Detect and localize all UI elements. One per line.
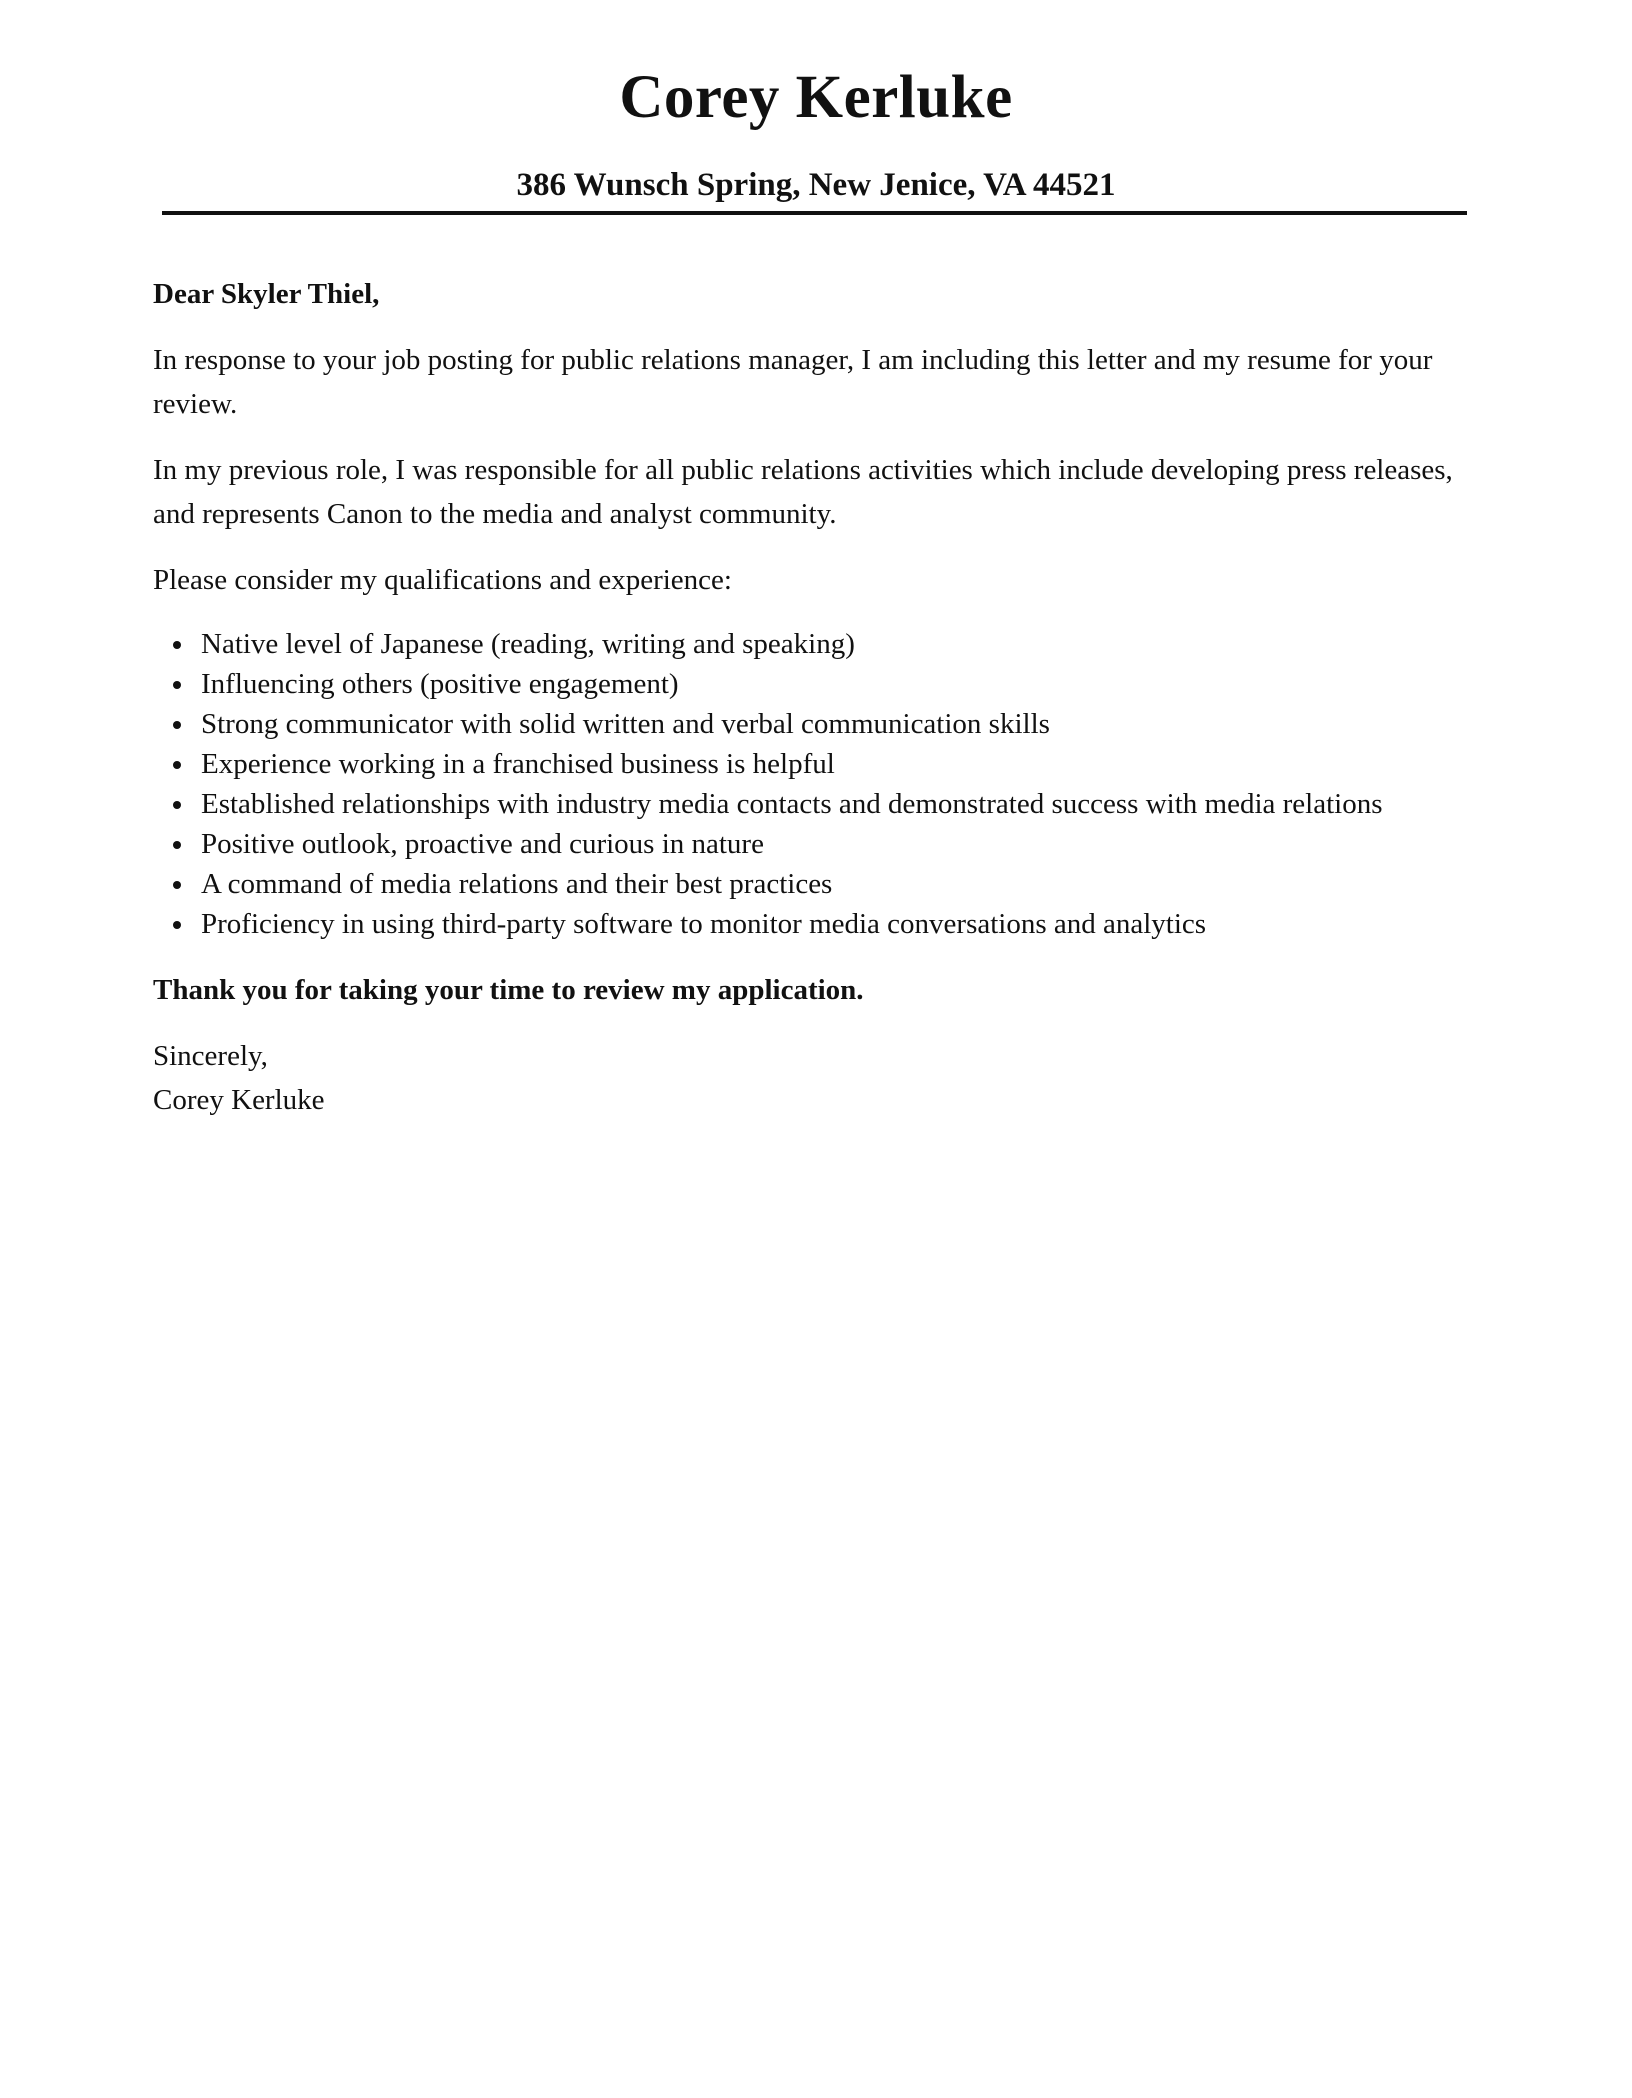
list-item-text: Proficiency in using third-party software to monitor media conversations and analytics: [201, 908, 1207, 940]
bullet-icon: [173, 721, 181, 729]
list-item: [153, 864, 1483, 904]
list-item-text: Experience working in a franchised business is helpful: [201, 748, 835, 780]
salutation: Dear Skyler Thiel,: [153, 278, 380, 310]
list-item: [153, 824, 1483, 864]
list-item: [153, 624, 1483, 664]
applicant-name: Corey Kerluke: [619, 64, 1013, 131]
bullet-icon: [173, 841, 181, 849]
bullet-icon: [173, 801, 181, 809]
list-item: [153, 904, 1483, 944]
letter-body: [153, 272, 1483, 1122]
closing: Sincerely,: [153, 1040, 268, 1072]
thank-you-line: Thank you for taking your time to review my application.: [153, 974, 864, 1006]
list-item: [153, 744, 1483, 784]
list-item-text: Established relationships with industry media contacts and demonstrated success with media relations: [201, 788, 1383, 820]
bullet-icon: [173, 881, 181, 889]
list-item-text: Native level of Japanese (reading, writing and speaking): [201, 628, 855, 660]
bullet-icon: [173, 921, 181, 929]
bullet-icon: [173, 761, 181, 769]
header-divider: [162, 211, 1467, 215]
list-item-text: A command of media relations and their best practices: [201, 868, 833, 900]
list-item: [153, 704, 1483, 744]
paragraph-previous-role: In my previous role, I was responsible for all public relations activities which include developing press releases, and represents Canon to the media and analyst community.: [153, 454, 1453, 530]
applicant-address: 386 Wunsch Spring, New Jenice, VA 44521: [516, 167, 1116, 203]
signature-name: Corey Kerluke: [153, 1084, 325, 1116]
qualifications-list: [153, 624, 1483, 944]
list-item-text: Positive outlook, proactive and curious in nature: [201, 828, 764, 860]
list-item-text: Strong communicator with solid written and verbal communication skills: [201, 708, 1050, 740]
list-item-text: Influencing others (positive engagement): [201, 668, 679, 700]
paragraph-intro: In response to your job posting for public relations manager, I am including this letter and my resume for your review.: [153, 344, 1433, 420]
bullet-icon: [173, 641, 181, 649]
bullet-icon: [173, 681, 181, 689]
qualifications-intro: Please consider my qualifications and experience:: [153, 564, 732, 596]
list-item: [153, 784, 1483, 824]
list-item: [153, 664, 1483, 704]
